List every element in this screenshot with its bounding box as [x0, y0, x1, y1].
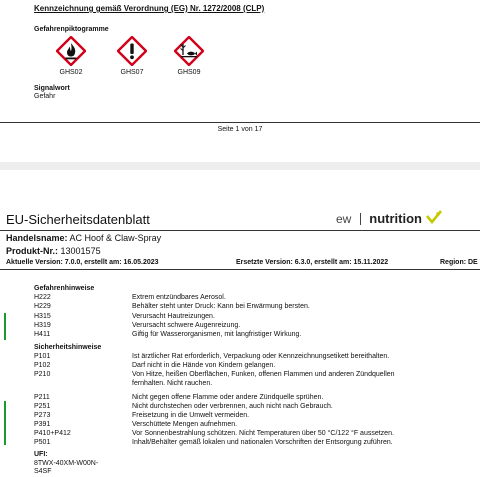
hazard-text: Giftig für Wasserorganismen, mit langfristiger Wirkung. [132, 331, 302, 338]
replaced-version: Ersetzte Version: 6.3.0, erstellt am: 15.11.2022 [236, 259, 389, 266]
page1-footer-rule [0, 122, 480, 123]
safety-text: Darf nicht in die Hände von Kindern gelangen. [132, 362, 276, 369]
ghs02-pictogram [56, 36, 86, 71]
doc-title: EU-Sicherheitsdatenblatt [6, 212, 150, 227]
product-no-line [6, 246, 101, 257]
product-no-label: Produkt-Nr.: [6, 246, 59, 256]
ghs02-label: GHS02 [59, 69, 83, 76]
page-number: Seite 1 von 17 [217, 126, 263, 133]
ghs07-label: GHS07 [120, 69, 144, 76]
safety-code: P391 [34, 421, 51, 428]
safety-text: fernhalten. Nicht rauchen. [132, 380, 213, 387]
product-no: 13001575 [60, 246, 101, 256]
signal-word-value: Gefahr [34, 93, 56, 100]
safety-code: P210 [34, 371, 51, 378]
safety-code: P501 [34, 439, 51, 446]
safety-code: P273 [34, 412, 51, 419]
safety-text: Von Hitze, heißen Oberflächen, Funken, offenen Flammen und anderen Zündquellen [132, 371, 395, 378]
hazard-text: Verursacht schwere Augenreizung. [132, 322, 241, 329]
safety-text: Ist ärztlicher Rat erforderlich, Verpackung oder Kennzeichnungsetikett bereithalten. [132, 353, 390, 360]
hazard-text: Extrem entzündbares Aerosol. [132, 294, 226, 301]
safety-text: Verschüttete Mengen aufnehmen. [132, 421, 238, 428]
current-version: Aktuelle Version: 7.0.0, erstellt am: 16.05.2023 [6, 259, 159, 266]
page-gap [0, 162, 480, 170]
ufi-code-line1: 8TWX-40XM-W00N- [34, 460, 99, 467]
safety-title: Sicherheitshinweise [34, 344, 102, 351]
hazard-title: Gefahrenhinweise [34, 285, 95, 292]
trade-name: AC Hoof & Claw-Spray [69, 233, 162, 243]
clp-heading: Kennzeichnung gemäß Verordnung (EG) Nr. 1272/2008 (CLP) [34, 4, 265, 13]
trade-name-line [6, 233, 161, 244]
logo-divider [360, 213, 361, 225]
region: Region: DE [440, 259, 478, 266]
hazard-code: H411 [34, 331, 51, 338]
ghs07-pictogram [117, 36, 147, 71]
safety-text: Freisetzung in die Umwelt vermeiden. [132, 412, 250, 419]
safety-code: P101 [34, 353, 51, 360]
safety-code: P251 [34, 403, 51, 410]
leaf-icon [426, 210, 442, 224]
hazard-code: H319 [34, 322, 51, 329]
safety-code: P211 [34, 394, 50, 401]
safety-code: P410+P412 [34, 430, 71, 437]
flame-icon [56, 36, 86, 66]
ghs09-label: GHS09 [177, 69, 201, 76]
company-logo [336, 210, 442, 228]
logo-prefix: ew [336, 212, 352, 226]
trade-name-label: Handelsname: [6, 233, 68, 243]
pictograms-title: Gefahrenpiktogramme [34, 26, 109, 33]
hazard-code: H222 [34, 294, 51, 301]
environment-icon [174, 36, 204, 66]
signal-word-title: Signalwort [34, 85, 70, 92]
logo-brand: nutrition [369, 211, 422, 226]
hazard-text: Behälter steht unter Druck: Kann bei Erwärmung bersten. [132, 303, 310, 310]
ufi-title: UFI: [34, 451, 48, 458]
exclamation-icon [117, 36, 147, 66]
change-marker [4, 313, 6, 340]
ufi-code-line2: S4SF [34, 468, 52, 475]
safety-text: Inhalt/Behälter gemäß lokalen und nationalen Vorschriften der Entsorgung zuführen. [132, 439, 393, 446]
safety-text: Nicht gegen offene Flamme oder andere Zündquelle sprühen. [132, 394, 324, 401]
safety-text: Nicht durchstechen oder verbrennen, auch nicht nach Gebrauch. [132, 403, 333, 410]
ghs09-pictogram [174, 36, 204, 71]
header-rule-2 [0, 269, 480, 270]
safety-text: Vor Sonnenbestrahlung schützen. Nicht Temperaturen über 50 °C/122 °F aussetzen. [132, 430, 394, 437]
hazard-code: H315 [34, 313, 51, 320]
hazard-code: H229 [34, 303, 51, 310]
safety-code: P102 [34, 362, 51, 369]
header-rule-1 [0, 230, 480, 231]
change-marker [4, 401, 6, 445]
hazard-text: Verursacht Hautreizungen. [132, 313, 215, 320]
